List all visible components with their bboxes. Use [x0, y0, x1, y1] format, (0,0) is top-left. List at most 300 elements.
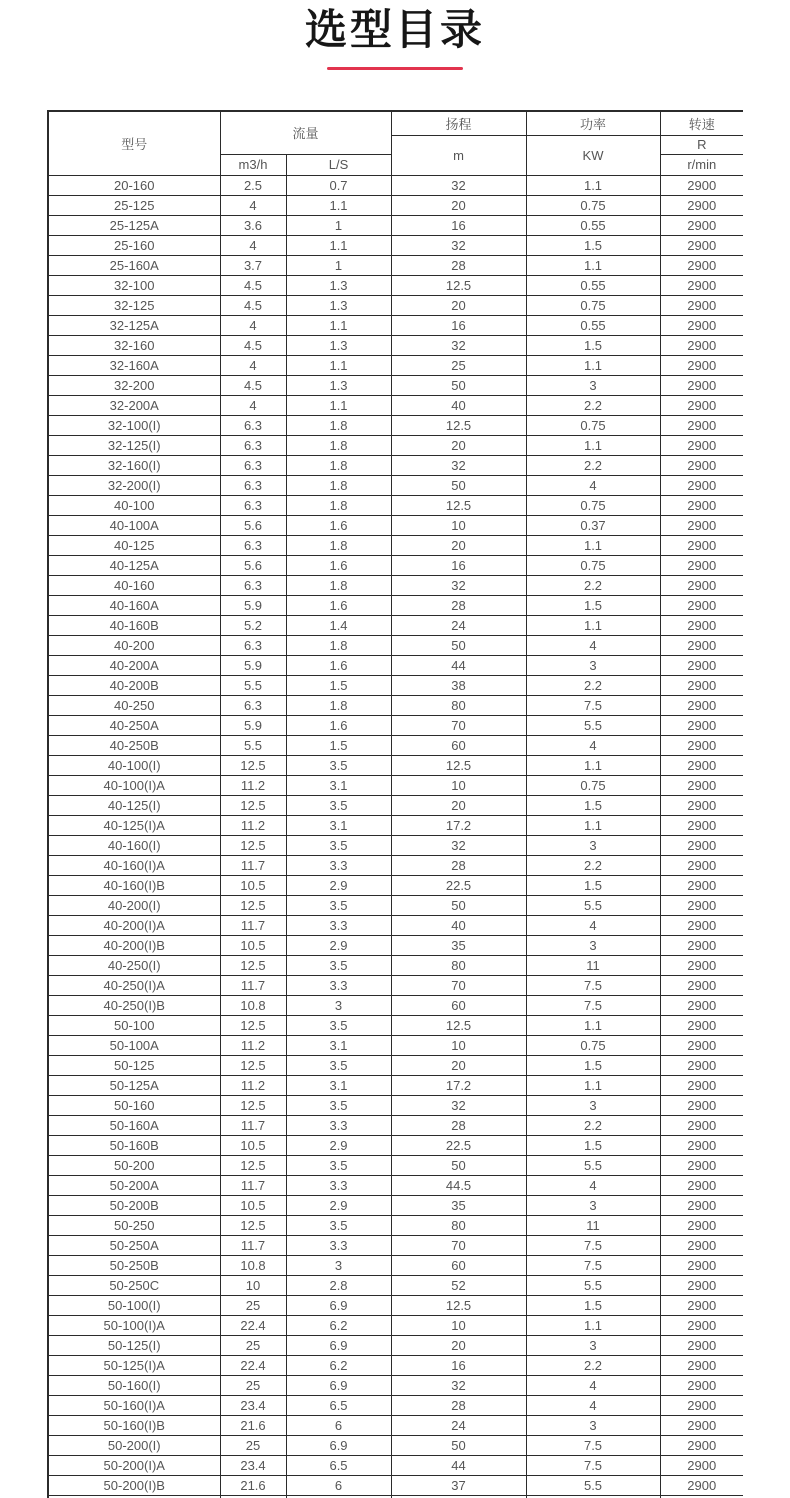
cell-flow-ls: 3.5 [286, 1055, 391, 1075]
table-row [48, 195, 743, 215]
cell-speed-rpm: 2900 [660, 1235, 743, 1255]
table-row [48, 575, 743, 595]
table-row [48, 1115, 743, 1135]
cell-speed-rpm: 2900 [660, 1315, 743, 1335]
cell-flow-ls: 2.8 [286, 1275, 391, 1295]
cell-flow-ls: 1.1 [286, 195, 391, 215]
table-row [48, 975, 743, 995]
cell-flow-ls: 6.9 [286, 1295, 391, 1315]
header-head: 扬程 [391, 111, 526, 135]
cell-model: 40-100(I)A [48, 775, 220, 795]
cell-head-m: 12.5 [391, 275, 526, 295]
cell-power-kw: 3 [526, 1095, 660, 1115]
table-row [48, 1435, 743, 1455]
cell-model: 40-200B [48, 675, 220, 695]
table-row [48, 775, 743, 795]
cell-power-kw: 7.5 [526, 975, 660, 995]
cell-power-kw: 4 [526, 915, 660, 935]
cell-speed-rpm: 2900 [660, 1355, 743, 1375]
cell-flow-m3h: 11.7 [220, 1115, 286, 1135]
cell-flow-ls: 3.5 [286, 1155, 391, 1175]
cell-flow-ls: 2.9 [286, 875, 391, 895]
cell-head-m: 20 [391, 535, 526, 555]
cell-head-m: 50 [391, 1155, 526, 1175]
cell-model: 32-200 [48, 375, 220, 395]
cell-head-m: 16 [391, 555, 526, 575]
table-row [48, 955, 743, 975]
cell-flow-ls: 1.1 [286, 395, 391, 415]
cell-speed-rpm: 2900 [660, 255, 743, 275]
cell-head-m: 20 [391, 435, 526, 455]
table-row [48, 435, 743, 455]
cell-speed-rpm: 2900 [660, 775, 743, 795]
cell-speed-rpm: 2900 [660, 1075, 743, 1095]
cell-flow-ls: 1.8 [286, 495, 391, 515]
cell-speed-rpm: 2900 [660, 815, 743, 835]
table-row [48, 1335, 743, 1355]
cell-power-kw: 0.75 [526, 195, 660, 215]
table-header [48, 111, 743, 175]
cell-flow-m3h: 6.3 [220, 415, 286, 435]
cell-model: 40-125(I) [48, 795, 220, 815]
cell-speed-rpm: 2900 [660, 1475, 743, 1495]
cell-flow-ls: 2.9 [286, 935, 391, 955]
cell-power-kw: 5.5 [526, 1475, 660, 1495]
cell-head-m: 80 [391, 695, 526, 715]
cell-model: 50-125(I)A [48, 1355, 220, 1375]
cell-head-m: 60 [391, 735, 526, 755]
table-row [48, 1375, 743, 1395]
cell-flow-ls: 0.7 [286, 175, 391, 195]
cell-flow-m3h: 12.5 [220, 1095, 286, 1115]
cell-flow-m3h: 5.5 [220, 735, 286, 755]
table-row [48, 255, 743, 275]
cell-flow-ls: 1.4 [286, 615, 391, 635]
cell-flow-m3h: 11.7 [220, 855, 286, 875]
cell-flow-ls: 1.1 [286, 235, 391, 255]
header-flow: 流量 [220, 111, 391, 154]
cell-flow-m3h: 12.5 [220, 955, 286, 975]
cell-speed-rpm: 2900 [660, 675, 743, 695]
cell-head-m: 38 [391, 675, 526, 695]
cell-flow-m3h: 6.3 [220, 435, 286, 455]
cell-speed-rpm: 2900 [660, 455, 743, 475]
cell-power-kw: 0.55 [526, 275, 660, 295]
table-row [48, 1235, 743, 1255]
cell-power-kw: 2.2 [526, 395, 660, 415]
cell-flow-ls: 3.5 [286, 755, 391, 775]
cell-power-kw: 3 [526, 1415, 660, 1435]
cell-power-kw: 2.2 [526, 455, 660, 475]
cell-head-m: 12.5 [391, 1295, 526, 1315]
cell-model: 40-100A [48, 515, 220, 535]
cell-power-kw: 5.5 [526, 895, 660, 915]
cell-model: 40-200(I) [48, 895, 220, 915]
cell-flow-m3h: 10.8 [220, 995, 286, 1015]
cell-model: 25-125A [48, 215, 220, 235]
table-row [48, 475, 743, 495]
cell-model: 40-250(I) [48, 955, 220, 975]
cell-power-kw: 0.55 [526, 215, 660, 235]
cell-flow-ls: 1.6 [286, 595, 391, 615]
cell-model: 40-160(I)A [48, 855, 220, 875]
cell-speed-rpm: 2900 [660, 975, 743, 995]
header-power-unit: KW [526, 135, 660, 175]
cell-flow-m3h: 12.5 [220, 835, 286, 855]
cell-flow-m3h: 4 [220, 355, 286, 375]
cell-speed-rpm: 2900 [660, 1295, 743, 1315]
cell-flow-ls: 1.3 [286, 375, 391, 395]
table-row [48, 415, 743, 435]
table-row [48, 355, 743, 375]
table-row [48, 535, 743, 555]
cell-flow-m3h: 11.7 [220, 915, 286, 935]
cell-head-m: 50 [391, 895, 526, 915]
cell-speed-rpm: 2900 [660, 1415, 743, 1435]
cell-model: 40-160 [48, 575, 220, 595]
cell-flow-m3h: 5.2 [220, 615, 286, 635]
table-row [48, 555, 743, 575]
cell-model: 32-160(I) [48, 455, 220, 475]
cell-head-m: 12.5 [391, 495, 526, 515]
cell-flow-ls: 2.9 [286, 1135, 391, 1155]
cell-head-m: 20 [391, 1055, 526, 1075]
table-row [48, 1035, 743, 1055]
cell-speed-rpm: 2900 [660, 215, 743, 235]
header-speed-r: R [660, 135, 743, 154]
cell-head-m: 40 [391, 915, 526, 935]
cell-flow-m3h: 10.5 [220, 935, 286, 955]
cell-speed-rpm: 2900 [660, 1155, 743, 1175]
cell-power-kw: 4 [526, 735, 660, 755]
table-row [48, 1195, 743, 1215]
cell-flow-m3h: 6.3 [220, 635, 286, 655]
cell-power-kw: 4 [526, 635, 660, 655]
cell-speed-rpm: 2900 [660, 615, 743, 635]
table-row [48, 1315, 743, 1335]
cell-model: 40-125(I)A [48, 815, 220, 835]
cell-speed-rpm: 2900 [660, 575, 743, 595]
cell-head-m: 32 [391, 175, 526, 195]
cell-flow-m3h: 12.5 [220, 895, 286, 915]
header-head-unit: m [391, 135, 526, 175]
cell-power-kw: 1.1 [526, 1075, 660, 1095]
table-row [48, 335, 743, 355]
cell-speed-rpm: 2900 [660, 1375, 743, 1395]
cell-flow-m3h: 12.5 [220, 755, 286, 775]
cell-model: 40-125 [48, 535, 220, 555]
cell-speed-rpm: 2900 [660, 1135, 743, 1155]
cell-flow-m3h: 6.3 [220, 695, 286, 715]
cell-power-kw: 4 [526, 1175, 660, 1195]
cell-model: 50-125 [48, 1055, 220, 1075]
cell-power-kw: 0.75 [526, 555, 660, 575]
table-row [48, 875, 743, 895]
cell-model: 32-125(I) [48, 435, 220, 455]
cell-speed-rpm: 2900 [660, 1195, 743, 1215]
cell-head-m: 28 [391, 1395, 526, 1415]
table-row [48, 175, 743, 195]
cell-speed-rpm: 2900 [660, 1335, 743, 1355]
cell-speed-rpm: 2900 [660, 1175, 743, 1195]
table-row [48, 1475, 743, 1495]
cell-model: 32-160 [48, 335, 220, 355]
cell-flow-ls: 1.8 [286, 635, 391, 655]
cell-speed-rpm: 2900 [660, 1095, 743, 1115]
cell-flow-ls: 1.5 [286, 675, 391, 695]
cell-head-m: 24 [391, 615, 526, 635]
cell-model: 25-160A [48, 255, 220, 275]
cell-flow-ls: 6 [286, 1415, 391, 1435]
cell-speed-rpm: 2900 [660, 795, 743, 815]
cell-flow-m3h: 10.8 [220, 1255, 286, 1275]
cell-flow-m3h: 23.4 [220, 1455, 286, 1475]
cell-power-kw: 0.75 [526, 295, 660, 315]
cell-head-m: 28 [391, 1115, 526, 1135]
cell-flow-m3h: 11.7 [220, 1175, 286, 1195]
cell-power-kw: 4 [526, 475, 660, 495]
table-row [48, 1015, 743, 1035]
table-row [48, 995, 743, 1015]
cell-model: 32-100(I) [48, 415, 220, 435]
cell-power-kw: 3 [526, 1335, 660, 1355]
cell-flow-m3h: 5.5 [220, 675, 286, 695]
cell-flow-m3h: 5.9 [220, 595, 286, 615]
cell-head-m: 32 [391, 1095, 526, 1115]
cell-model: 40-250 [48, 695, 220, 715]
cell-power-kw: 0.75 [526, 495, 660, 515]
cell-power-kw: 1.1 [526, 355, 660, 375]
cell-flow-m3h: 12.5 [220, 1015, 286, 1035]
cell-flow-ls: 3.3 [286, 975, 391, 995]
table-row [48, 395, 743, 415]
cell-flow-m3h: 25 [220, 1295, 286, 1315]
table-row [48, 895, 743, 915]
cell-speed-rpm: 2900 [660, 1255, 743, 1275]
table-row [48, 1075, 743, 1095]
cell-power-kw: 1.1 [526, 255, 660, 275]
cell-flow-ls: 1.8 [286, 575, 391, 595]
cell-head-m: 37 [391, 1475, 526, 1495]
cell-power-kw: 1.5 [526, 875, 660, 895]
cell-flow-ls: 1.8 [286, 695, 391, 715]
cell-flow-ls: 1.1 [286, 315, 391, 335]
cell-speed-rpm: 2900 [660, 395, 743, 415]
cell-flow-m3h: 12.5 [220, 1215, 286, 1235]
cell-flow-m3h: 10.5 [220, 1135, 286, 1155]
cell-head-m: 17.2 [391, 815, 526, 835]
cell-power-kw: 7.5 [526, 1455, 660, 1475]
table-row [48, 215, 743, 235]
cell-flow-ls: 3.5 [286, 955, 391, 975]
cell-head-m: 16 [391, 1355, 526, 1375]
cell-speed-rpm: 2900 [660, 635, 743, 655]
cell-flow-ls: 1.8 [286, 535, 391, 555]
table-row [48, 935, 743, 955]
cell-head-m: 16 [391, 215, 526, 235]
cell-model: 50-160 [48, 1095, 220, 1115]
cell-model: 32-125A [48, 315, 220, 335]
cell-flow-m3h: 3.6 [220, 215, 286, 235]
cell-head-m: 50 [391, 1435, 526, 1455]
cell-speed-rpm: 2900 [660, 415, 743, 435]
cell-flow-ls: 3.5 [286, 1095, 391, 1115]
cell-model: 32-200(I) [48, 475, 220, 495]
cell-model: 50-200 [48, 1155, 220, 1175]
cell-head-m: 60 [391, 995, 526, 1015]
cell-flow-m3h: 10.5 [220, 1195, 286, 1215]
cell-power-kw: 3 [526, 835, 660, 855]
cell-head-m: 32 [391, 455, 526, 475]
cell-model: 32-100 [48, 275, 220, 295]
cell-flow-ls: 3.3 [286, 915, 391, 935]
page-title: 选型目录 [304, 6, 485, 53]
cell-model: 40-125A [48, 555, 220, 575]
table-row [48, 1175, 743, 1195]
cell-model: 40-200(I)B [48, 935, 220, 955]
table-row [48, 495, 743, 515]
cell-flow-m3h: 4.5 [220, 375, 286, 395]
cell-head-m: 20 [391, 1335, 526, 1355]
cell-power-kw: 1.5 [526, 1295, 660, 1315]
cell-flow-ls: 1 [286, 215, 391, 235]
cell-flow-m3h: 10 [220, 1275, 286, 1295]
cell-power-kw: 7.5 [526, 995, 660, 1015]
cell-model: 20-160 [48, 175, 220, 195]
cell-flow-ls: 3.1 [286, 1035, 391, 1055]
cell-power-kw: 3 [526, 935, 660, 955]
cell-power-kw: 4 [526, 1375, 660, 1395]
cell-flow-m3h: 12.5 [220, 1055, 286, 1075]
header-speed-unit: r/min [660, 154, 743, 175]
table-row [48, 675, 743, 695]
cell-flow-ls: 3.3 [286, 1235, 391, 1255]
cell-flow-ls: 1.6 [286, 555, 391, 575]
cell-flow-m3h: 11.2 [220, 815, 286, 835]
cell-head-m: 16 [391, 315, 526, 335]
cell-speed-rpm: 2900 [660, 915, 743, 935]
cell-model: 40-250B [48, 735, 220, 755]
cell-model: 50-100(I)A [48, 1315, 220, 1335]
cell-speed-rpm: 2900 [660, 275, 743, 295]
cell-flow-m3h: 6.3 [220, 495, 286, 515]
cell-model: 50-100A [48, 1035, 220, 1055]
cell-power-kw: 2.2 [526, 855, 660, 875]
header-model: 型号 [48, 111, 220, 175]
cell-flow-ls: 3.1 [286, 815, 391, 835]
cell-flow-ls: 3.3 [286, 1175, 391, 1195]
cell-flow-ls: 6.9 [286, 1435, 391, 1455]
cell-flow-m3h: 11.7 [220, 1235, 286, 1255]
cell-flow-m3h: 12.5 [220, 1155, 286, 1175]
cell-flow-ls: 1.8 [286, 415, 391, 435]
cell-flow-ls: 1.6 [286, 515, 391, 535]
table-row [48, 715, 743, 735]
cell-power-kw: 7.5 [526, 1435, 660, 1455]
cell-head-m: 80 [391, 955, 526, 975]
cell-flow-m3h: 5.6 [220, 515, 286, 535]
table-row [48, 235, 743, 255]
cell-head-m: 20 [391, 295, 526, 315]
cell-speed-rpm: 2900 [660, 1275, 743, 1295]
cell-power-kw: 0.75 [526, 775, 660, 795]
cell-flow-m3h: 25 [220, 1335, 286, 1355]
cell-speed-rpm: 2900 [660, 1055, 743, 1075]
cell-flow-ls: 2.9 [286, 1195, 391, 1215]
cell-speed-rpm: 2900 [660, 475, 743, 495]
cell-head-m: 12.5 [391, 1015, 526, 1035]
cell-power-kw: 7.5 [526, 695, 660, 715]
cell-flow-m3h: 6.3 [220, 475, 286, 495]
cell-head-m: 22.5 [391, 1135, 526, 1155]
cell-speed-rpm: 2900 [660, 835, 743, 855]
cell-model: 40-200A [48, 655, 220, 675]
cell-head-m: 10 [391, 1035, 526, 1055]
cell-speed-rpm: 2900 [660, 335, 743, 355]
cell-flow-m3h: 5.9 [220, 715, 286, 735]
table-row [48, 915, 743, 935]
table-row [48, 1055, 743, 1075]
cell-head-m: 44 [391, 655, 526, 675]
table-row [48, 1415, 743, 1435]
cell-power-kw: 3 [526, 375, 660, 395]
cell-speed-rpm: 2900 [660, 955, 743, 975]
cell-speed-rpm: 2900 [660, 855, 743, 875]
cell-head-m: 40 [391, 395, 526, 415]
cell-power-kw: 1.1 [526, 175, 660, 195]
cell-speed-rpm: 2900 [660, 535, 743, 555]
cell-head-m: 32 [391, 1375, 526, 1395]
cell-power-kw: 0.75 [526, 415, 660, 435]
cell-flow-m3h: 6.3 [220, 535, 286, 555]
cell-model: 25-160 [48, 235, 220, 255]
table-row [48, 655, 743, 675]
cell-power-kw: 0.55 [526, 315, 660, 335]
cell-power-kw: 1.1 [526, 755, 660, 775]
cell-speed-rpm: 2900 [660, 375, 743, 395]
cell-model: 50-250A [48, 1235, 220, 1255]
cell-model: 40-100 [48, 495, 220, 515]
cell-model: 50-250B [48, 1255, 220, 1275]
cell-flow-ls: 1.8 [286, 435, 391, 455]
cell-model: 50-125A [48, 1075, 220, 1095]
table-row [48, 1155, 743, 1175]
table-row [48, 735, 743, 755]
cell-power-kw: 1.1 [526, 535, 660, 555]
cell-model: 40-200 [48, 635, 220, 655]
cell-speed-rpm: 2900 [660, 195, 743, 215]
cell-flow-ls: 1.5 [286, 735, 391, 755]
cell-flow-ls: 1.3 [286, 275, 391, 295]
cell-power-kw: 1.5 [526, 235, 660, 255]
table-row [48, 315, 743, 335]
cell-power-kw: 7.5 [526, 1255, 660, 1275]
table-row [48, 1255, 743, 1275]
cell-flow-m3h: 11.7 [220, 975, 286, 995]
selection-table [47, 110, 743, 1498]
cell-model: 40-250A [48, 715, 220, 735]
cell-speed-rpm: 2900 [660, 995, 743, 1015]
cell-model: 50-250C [48, 1275, 220, 1295]
cell-flow-ls: 1.6 [286, 655, 391, 675]
cell-flow-m3h: 10.5 [220, 875, 286, 895]
cell-head-m: 24 [391, 1415, 526, 1435]
cell-model: 32-200A [48, 395, 220, 415]
cell-flow-m3h: 25 [220, 1435, 286, 1455]
cell-flow-m3h: 11.2 [220, 1035, 286, 1055]
cell-flow-ls: 6.2 [286, 1355, 391, 1375]
cell-speed-rpm: 2900 [660, 1115, 743, 1135]
